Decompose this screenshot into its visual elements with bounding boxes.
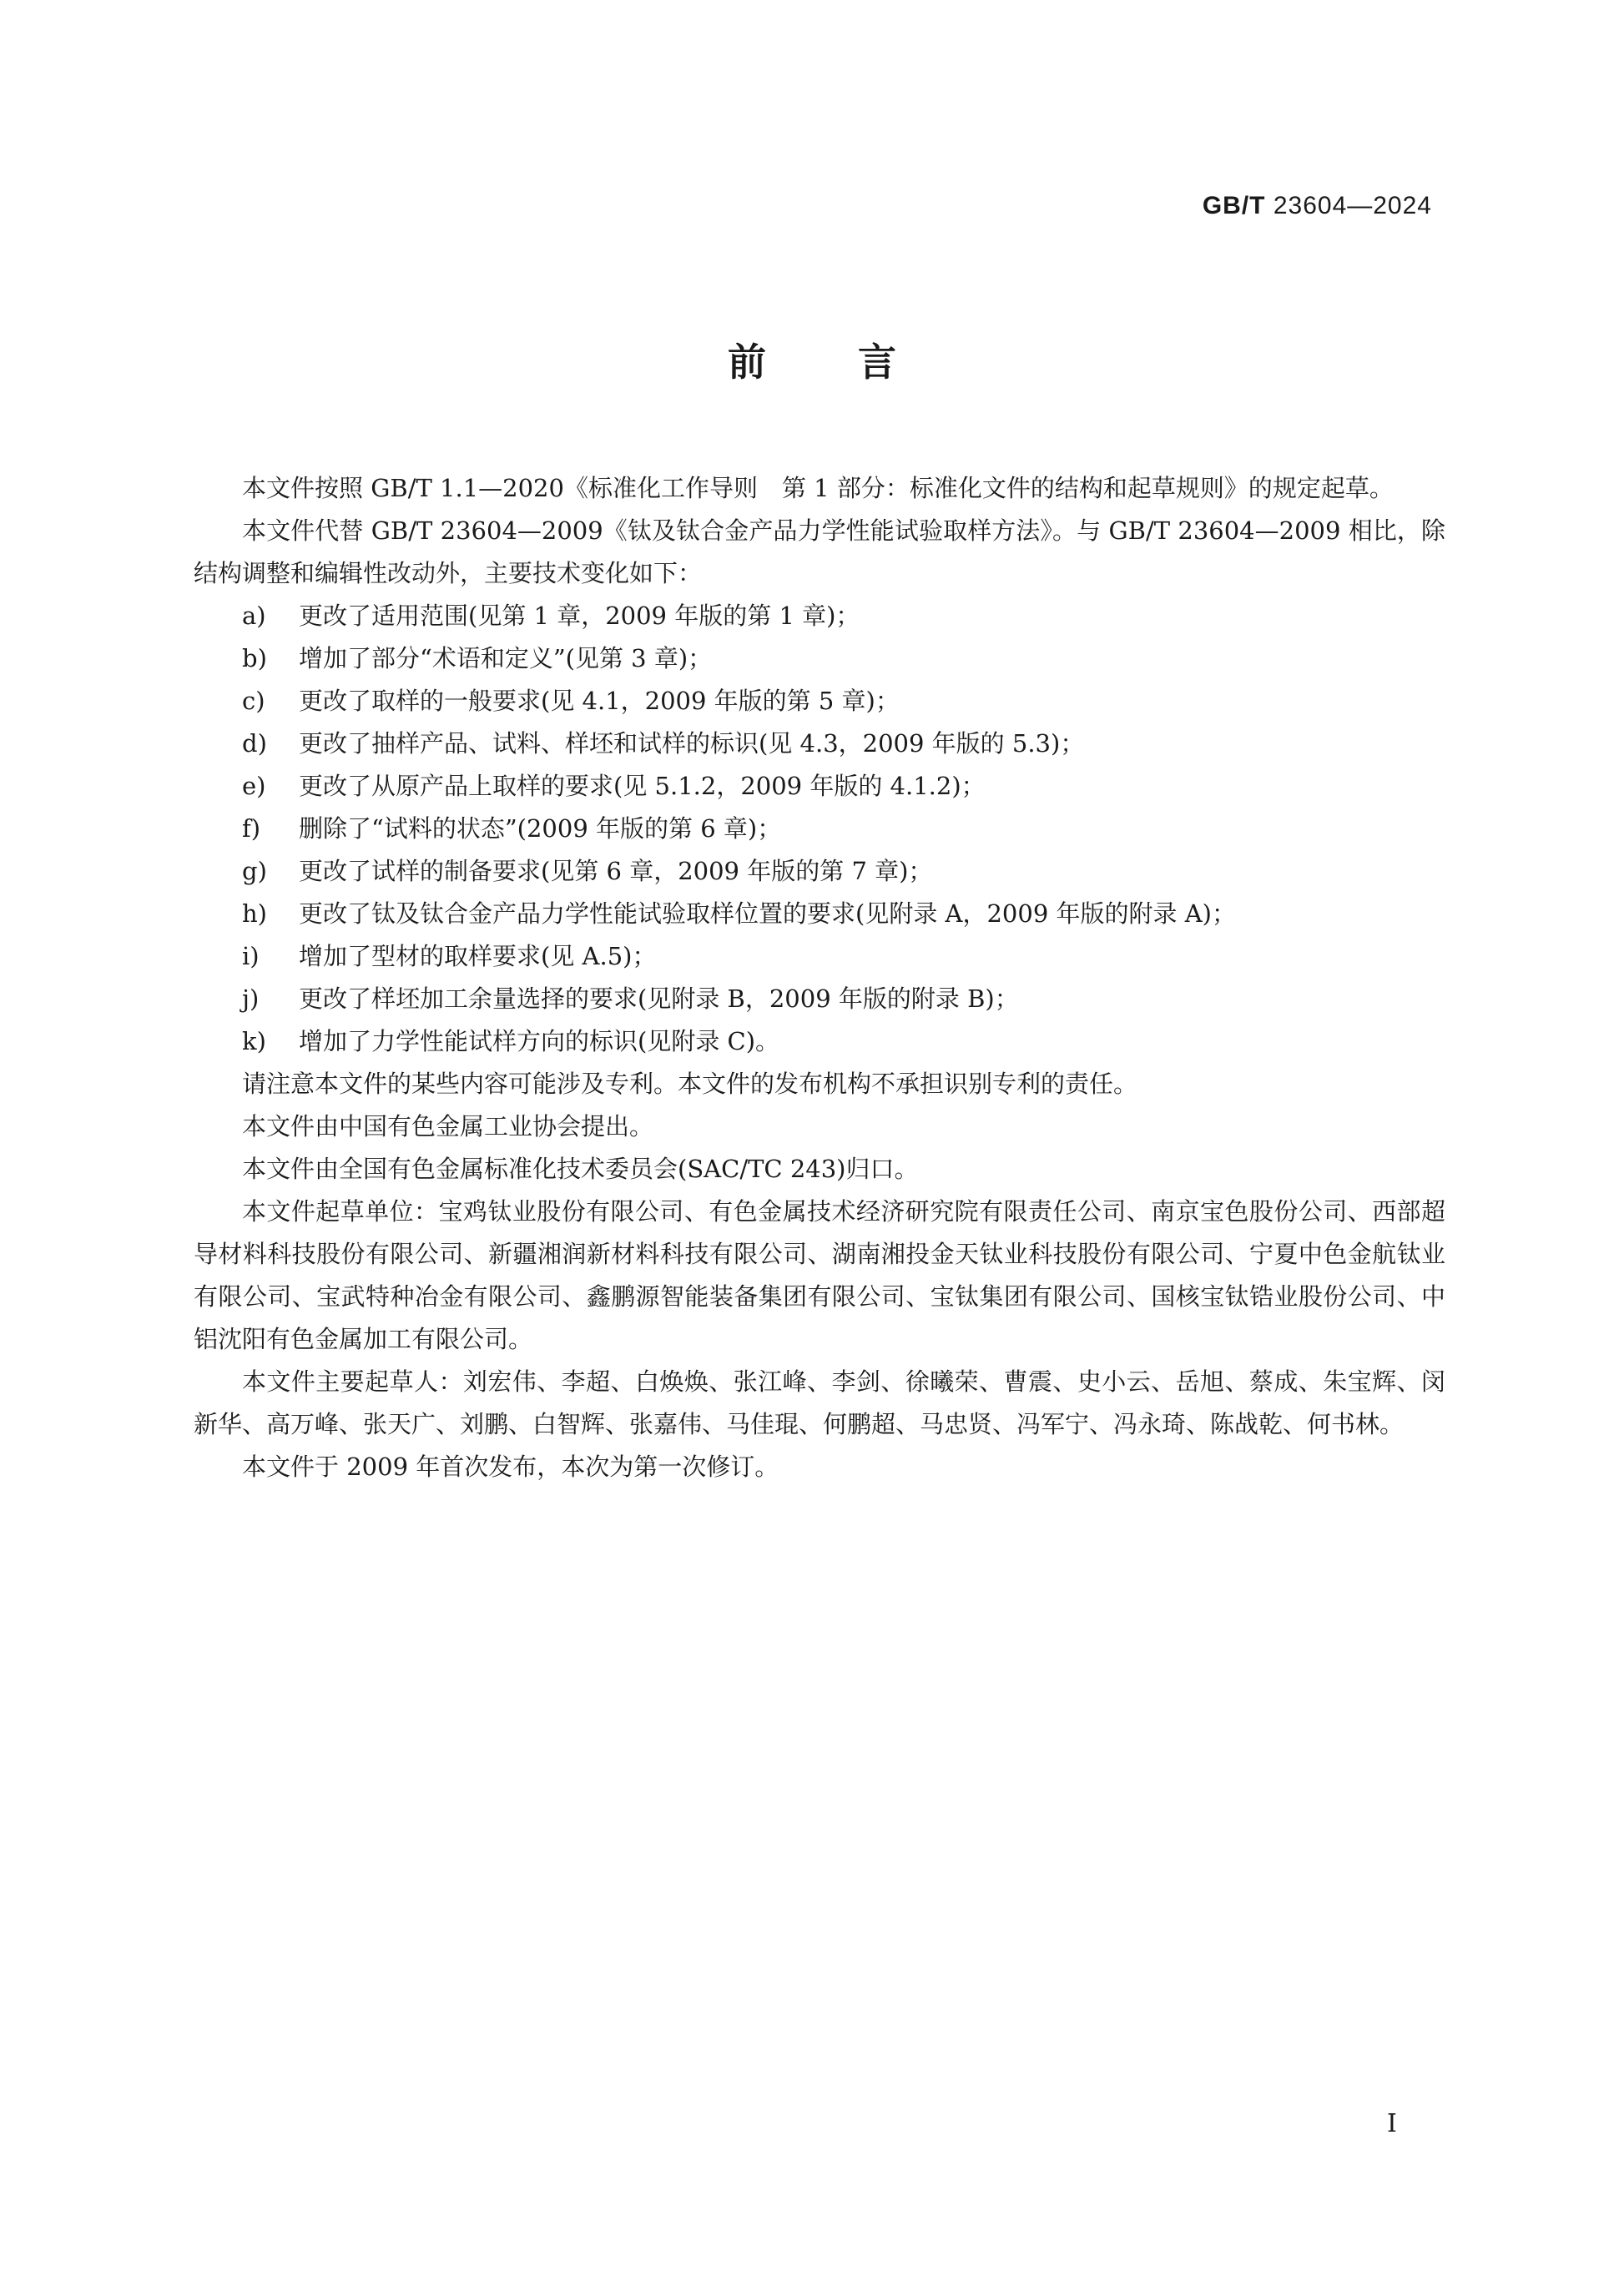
- list-item: [194, 808, 1445, 850]
- standard-code-number: 23604—2024: [1273, 192, 1432, 219]
- publication-history: 本文件于 2009 年首次发布，本次为第一次修订。: [242, 1453, 779, 1481]
- list-item: [194, 1020, 1445, 1063]
- list-item-text: 更改了抽样产品、试料、样坯和试样的标识(见 4.3，2009 年版的 5.3)；: [299, 729, 1085, 758]
- list-item-text: 更改了样坯加工余量选择的要求(见附录 B，2009 年版的附录 B)；: [299, 984, 1019, 1013]
- list-item-text: 更改了试样的制备要求(见第 6 章，2009 年版的第 7 章)；: [299, 857, 933, 885]
- foreword-body: [194, 467, 1445, 1488]
- list-item: [194, 680, 1445, 723]
- page-number: Ⅰ: [1387, 2109, 1397, 2138]
- list-item: [194, 637, 1445, 680]
- list-item-text: 增加了型材的取样要求(见 A.5)；: [299, 942, 657, 970]
- list-marker: i): [242, 942, 260, 970]
- proposer-statement: 本文件由中国有色金属工业协会提出。: [242, 1112, 654, 1140]
- standard-code-prefix: GB/T: [1202, 192, 1266, 219]
- main-drafters: 本文件主要起草人：刘宏伟、李超、白焕焕、张江峰、李剑、徐曦荣、曹震、史小云、岳旭、蔡成、朱宝辉、闵新华、高万峰、张天广、刘鹏、白智辉、张嘉伟、马佳琨、何鹏超、马忠贤、冯军宁、冯永琦、陈战乾、何书林。: [194, 1367, 1445, 1438]
- list-item: [194, 723, 1445, 765]
- standard-code: [1203, 192, 1432, 220]
- list-marker: e): [242, 772, 266, 800]
- centralized-statement: 本文件由全国有色金属标准化技术委员会(SAC/TC 243)归口。: [242, 1155, 919, 1183]
- list-item-text: 更改了取样的一般要求(见 4.1，2009 年版的第 5 章)；: [299, 687, 900, 715]
- list-item-text: 增加了力学性能试样方向的标识(见附录 C)。: [299, 1027, 780, 1055]
- list-item-text: 更改了适用范围(见第 1 章，2009 年版的第 1 章)；: [299, 602, 860, 630]
- list-item: [194, 893, 1445, 935]
- list-marker: c): [242, 687, 265, 715]
- intro-paragraph-drafting-rule: 本文件按照 GB/T 1.1—2020《标准化工作导则 第 1 部分：标准化文件的结构和起草规则》的规定起草。: [242, 474, 1394, 502]
- list-marker: j): [242, 984, 260, 1013]
- changes-list: [194, 595, 1445, 1063]
- patent-notice: 请注意本文件的某些内容可能涉及专利。本文件的发布机构不承担识别专利的责任。: [242, 1070, 1138, 1098]
- list-item-text: 增加了部分“术语和定义”(见第 3 章)；: [299, 644, 713, 672]
- list-marker: g): [242, 857, 267, 885]
- page-title: 前言: [728, 340, 988, 385]
- list-item: [194, 765, 1445, 808]
- intro-paragraph-replacement: 本文件代替 GB/T 23604—2009《钛及钛合金产品力学性能试验取样方法》。与 GB/T 23604—2009 相比，除结构调整和编辑性改动外，主要技术变化如下：: [194, 516, 1445, 587]
- list-item: [194, 935, 1445, 978]
- list-item-text: 更改了钛及钛合金产品力学性能试验取样位置的要求(见附录 A，2009 年版的附录 A)；: [299, 899, 1236, 928]
- list-item-text: 更改了从原产品上取样的要求(见 5.1.2，2009 年版的 4.1.2)；: [299, 772, 986, 800]
- list-item-text: 删除了“试料的状态”(2009 年版的第 6 章)；: [299, 814, 782, 843]
- list-item: [194, 978, 1445, 1020]
- list-marker: f): [242, 814, 261, 843]
- list-marker: k): [242, 1027, 266, 1055]
- list-marker: d): [242, 729, 267, 758]
- list-marker: a): [242, 602, 266, 630]
- list-marker: h): [242, 899, 267, 928]
- list-marker: b): [242, 644, 267, 672]
- list-item: [194, 850, 1445, 893]
- drafting-units: 本文件起草单位：宝鸡钛业股份有限公司、有色金属技术经济研究院有限责任公司、南京宝色股份公司、西部超导材料科技股份有限公司、新疆湘润新材料科技有限公司、湖南湘投金天钛业科技股份有限公司、宁夏中色金航钛业有限公司、宝武特种冶金有限公司、鑫鹏源智能装备集团有限公司、宝钛集团有限公司、国核宝钛锆业股份公司、中铝沈阳有色金属加工有限公司。: [194, 1197, 1445, 1353]
- list-item: [194, 595, 1445, 637]
